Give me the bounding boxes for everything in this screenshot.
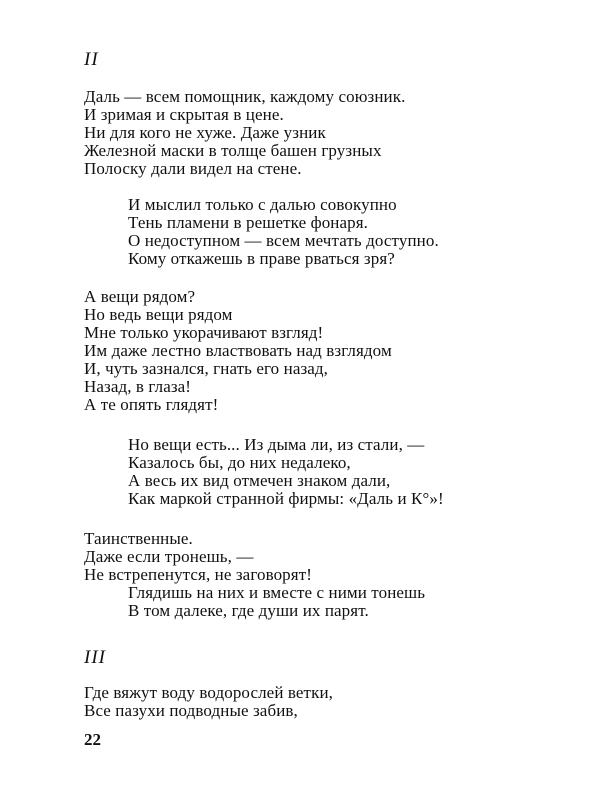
poem-line: Даль — всем помощник, каждому союзник. (84, 87, 406, 106)
poem-line: Назад, в глаза! (84, 377, 192, 396)
poem-line: Им даже лестно властвовать над взглядом (84, 341, 392, 360)
poem-line: Таинственные. (84, 529, 193, 548)
poem-line: Но ведь вещи рядом (84, 305, 233, 324)
stanza (84, 288, 392, 414)
stanza (84, 684, 333, 720)
poem-line: Полоску дали видел на стене. (84, 159, 302, 178)
poem-line: А весь их вид отмечен знаком дали, (128, 471, 391, 490)
poem-line: И, чуть зазнался, гнать его назад, (84, 359, 329, 378)
poem-line: Железной маски в толще башен грузных (84, 141, 382, 160)
poem-line: Как маркой странной фирмы: «Даль и К°»! (128, 489, 444, 508)
poem-line: Казалось бы, до них недалеко, (128, 453, 351, 472)
stanza (128, 436, 444, 508)
stanza (84, 530, 312, 584)
poem-line: Где вяжут воду водорослей ветки, (84, 683, 333, 702)
poem-line: Глядишь на них и вместе с ними тонешь (128, 583, 426, 602)
poem-line: Даже если тронешь, — (84, 547, 254, 566)
stanza (128, 196, 439, 268)
poem-line: Но вещи есть... Из дыма ли, из стали, — (128, 435, 425, 454)
poem-line: Ни для кого не хуже. Даже узник (84, 123, 326, 142)
section-heading-iii: III (84, 647, 106, 668)
poem-line: А вещи рядом? (84, 287, 196, 306)
page-number: 22 (84, 730, 101, 749)
poem-line: И мыслил только с далью совокупно (128, 195, 397, 214)
poem-line: Не встрепенутся, не заговорят! (84, 565, 312, 584)
stanza (128, 584, 425, 620)
poem-line: И зримая и скрытая в цене. (84, 105, 284, 124)
poem-line: О недоступном — всем мечтать доступно. (128, 231, 439, 250)
stanza (84, 88, 405, 178)
poem-line: А те опять глядят! (84, 395, 219, 414)
poem-line: Кому откажешь в праве рваться зря? (128, 249, 395, 268)
poem-line: Мне только укорачивают взгляд! (84, 323, 324, 342)
poem-line: В том далеке, где души их парят. (128, 601, 369, 620)
poem-line: Тень пламени в решетке фонаря. (128, 213, 369, 232)
poem-line: Все пазухи подводные забив, (84, 701, 298, 720)
section-heading-ii: II (84, 49, 99, 70)
